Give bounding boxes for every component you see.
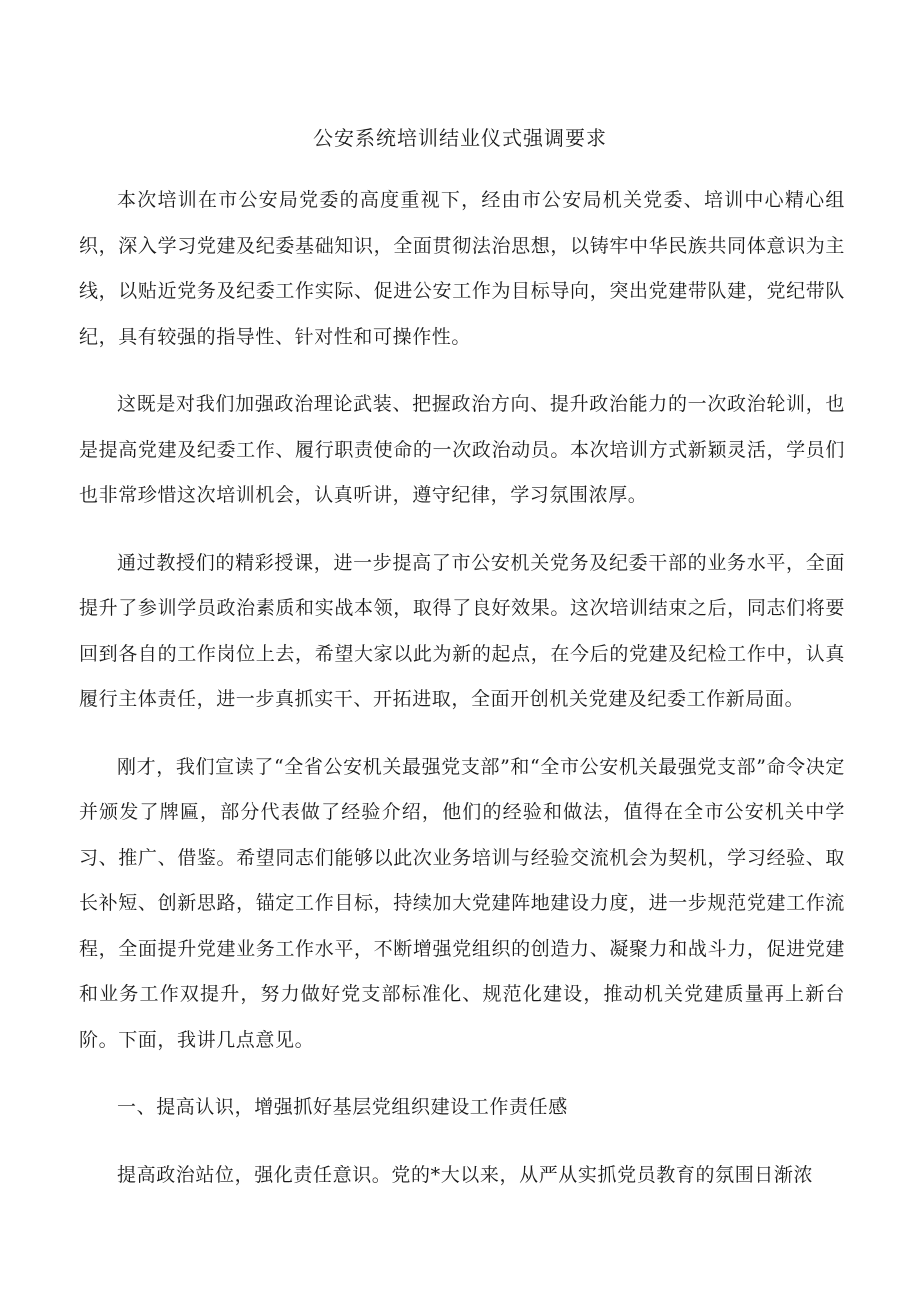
paragraph-intro: 本次培训在市公安局党委的高度重视下，经由市公安局机关党委、培训中心精心组织，深入学习党建及纪委基础知识，全面贯彻法治思想，以铸牢中华民族共同体意识为主线，以贴近党务及纪委工作实际、促进公安工作为目标导向，突出党建带队建，党纪带队纪，具有较强的指导性、针对性和可操作性。 xyxy=(79,189,845,348)
paragraph-political-stance: 提高政治站位，强化责任意识。党的*大以来，从严从实抓党员教育的氛围日渐浓 xyxy=(117,1163,814,1186)
paragraph-training-significance: 这既是对我们加强政治理论武装、把握政治方向、提升政治能力的一次政治轮训，也是提高党建及纪委工作、履行职责使命的一次政治动员。本次培训方式新颖灵活，学员们也非常珍惜这次培训机会，认真听讲，遵守纪律，学习氛围浓厚。 xyxy=(79,393,845,506)
document-body xyxy=(79,178,845,1220)
document-title: 公安系统培训结业仪式强调要求 xyxy=(313,126,607,150)
paragraph-training-results: 通过教授们的精彩授课，进一步提高了市公安机关党务及纪委干部的业务水平，全面提升了参训学员政治素质和实战本领，取得了良好效果。这次培训结束之后，同志们将要回到各自的工作岗位上去，希望大家以此为新的起点，在今后的党建及纪检工作中，认真履行主体责任，进一步真抓实干、开拓进取，全面开创机关党建及纪委工作新局面。 xyxy=(79,551,845,710)
paragraph-awards: 刚才，我们宣读了“全省公安机关最强党支部”和“全市公安机关最强党支部”命令决定并颁发了牌匾，部分代表做了经验介绍，他们的经验和做法，值得在全市公安机关中学习、推广、借鉴。希望同志们能够以此次业务培训与经验交流机会为契机，学习经验、取长补短、创新思路，锚定工作目标，持续加大党建阵地建设力度，进一步规范党建工作流程，全面提升党建业务工作水平，不断增强党组织的创造力、凝聚力和战斗力，促进党建和业务工作双提升，努力做好党支部标准化、规范化建设，推动机关党建质量再上新台阶。下面，我讲几点意见。 xyxy=(79,755,845,1051)
section-heading-one: 一、提高认识，增强抓好基层党组织建设工作责任感 xyxy=(117,1096,568,1118)
